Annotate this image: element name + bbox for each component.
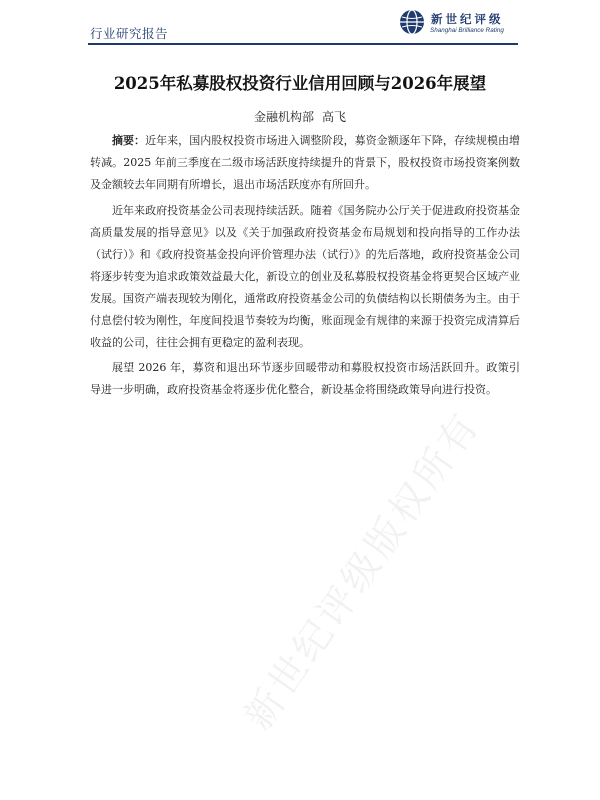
- logo-name-en: Shanghai Brilliance Rating: [430, 27, 504, 34]
- body-paragraph: 近年来政府投资基金公司表现持续活跃。随着《国务院办公厅关于促进政府投资基金高质量发展的指导意见》以及《关于加强政府投资基金布局规划和投向指导的工作办法（试行）》和《政府投资基金投向评价管理办法（试行）》的先后落地，政府投资基金公司将逐步转变为追求政策效益最大化，新设立的创业及私募股权投资基金将更契合区域产业发展。国资产端表现较为刚化，通常政府投资基金公司的负债结构以长期债务为主。由于付息偿付较为刚性，年度间投退节奏较为均衡，账面现金有规律的来源于投资完成清算后收益的公司，往往会拥有更稳定的盈利表现。: [90, 204, 520, 349]
- abstract-text: 近年来，国内股权投资市场进入调整阶段，募资金额逐年下降，存续规模由增转减。2025 年前三季度在二级市场活跃度持续提升的背景下，股权投资市场投资案例数及金额较去年同期有所增长，退出市场活跃度亦有所回升。: [90, 134, 521, 191]
- abstract-label: 摘要：: [112, 134, 146, 147]
- document-title: 2025年私募股权投资行业信用回顾与2026年展望: [113, 74, 487, 93]
- abstract-paragraph: [90, 130, 520, 196]
- company-logo: [399, 9, 519, 39]
- watermark: 新世纪评级版权所有: [235, 402, 489, 738]
- header-divider: [88, 43, 518, 45]
- body-paragraph: 展望 2026 年，募资和退出环节逐步回暖带动和募股权投资市场活跃回升。政策引导进一步明确，政府投资基金将逐步优化整合，新设基金将围绕政策导向进行投资。: [90, 361, 520, 396]
- logo-name-cn: 新世纪评级: [431, 12, 504, 26]
- author-name: 高飞: [322, 110, 347, 124]
- department-name: 金融机构部: [253, 110, 314, 124]
- page-header: [0, 0, 600, 46]
- author-line: [0, 108, 600, 125]
- globe-logo-icon: [399, 9, 425, 35]
- section-label: 行业研究报告: [90, 26, 169, 41]
